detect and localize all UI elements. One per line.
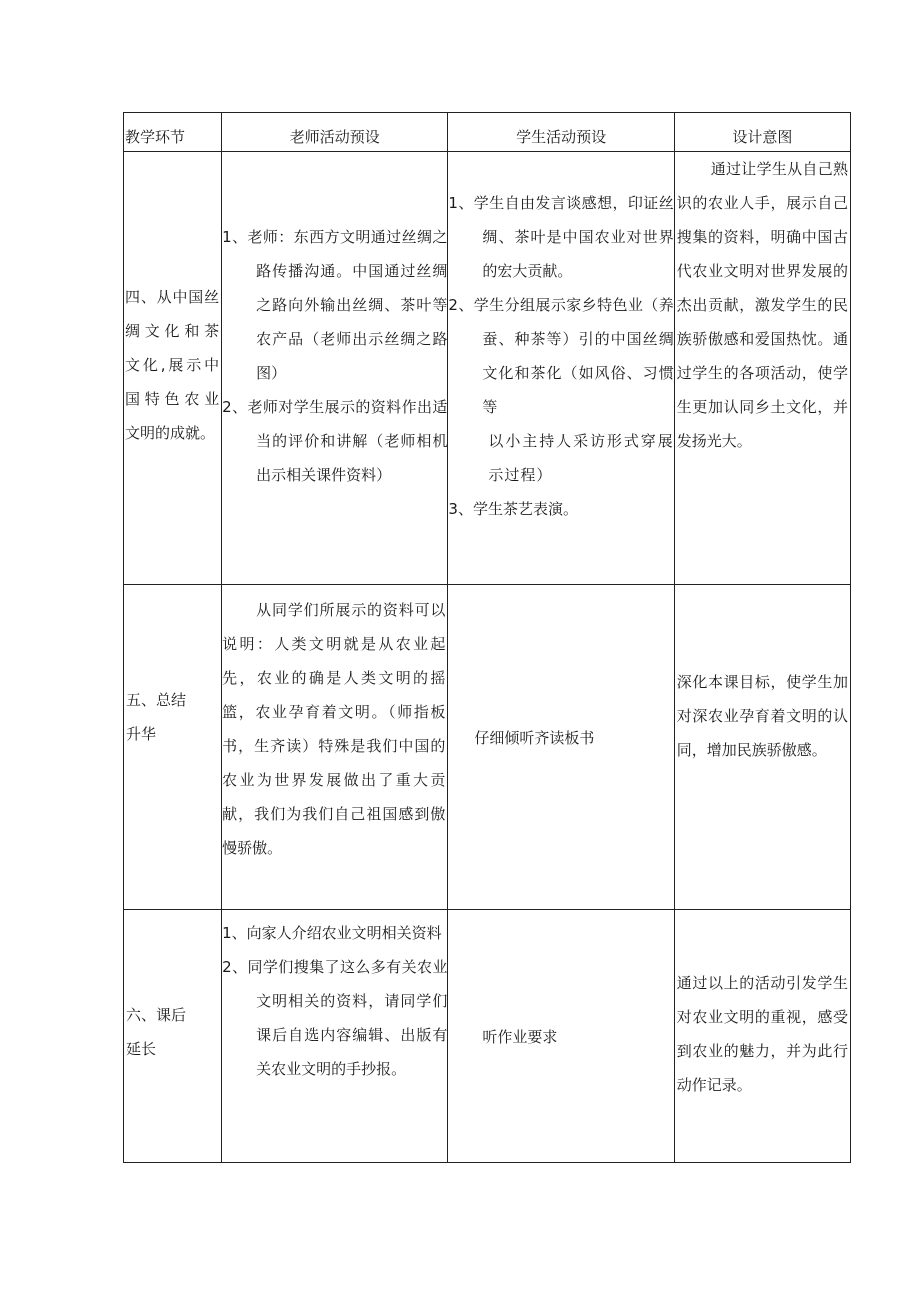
header-student-activity: 学生活动预设: [448, 113, 674, 152]
stage-line: 五、总结: [126, 691, 187, 709]
student-item: 2、学生分组展示家乡特色业（养蚕、种茶等）引的中国丝绸文化和茶化（如风俗、习惯等: [448, 296, 674, 416]
student-item: 1、学生自由发言谈感想，印证丝绸、茶叶是中国农业对世界的宏大贡献。: [448, 194, 674, 280]
design-intent-cell: [674, 152, 850, 585]
stage-cell: [124, 585, 222, 910]
table-row: [124, 910, 851, 1163]
lesson-plan-table: [123, 112, 851, 1163]
stage-cell: [124, 910, 222, 1163]
stage-line: 六、课后: [126, 1006, 187, 1024]
design-intent-cell: [674, 910, 850, 1163]
teacher-activity-cell: [222, 152, 448, 585]
header-teaching-stage: 教学环节: [124, 113, 222, 152]
student-activity-cell: [448, 910, 674, 1163]
stage-line: 绸文化和茶: [125, 322, 220, 340]
stage-line: 国特色农业: [125, 390, 220, 408]
intent-text: 通过让学生从自己熟识的农业人手，展示自己搜集的资料，明确中国古代农业文明对世界发展的杰出贡献，激发学生的民族骄傲感和爱国热忱。通过学生的各项活动，使学生更加认同乡土文化，并发扬光大。: [676, 160, 848, 450]
stage-cell: [124, 152, 222, 585]
header-teacher-activity: 老师活动预设: [222, 113, 448, 152]
stage-line: 四、从中国丝: [125, 288, 220, 306]
student-item: 3、学生茶艺表演。: [448, 500, 578, 518]
table-row: [124, 152, 851, 585]
student-text: 仔细倾听齐读板书: [474, 729, 595, 747]
intent-text: 深化本课目标，使学生加对深农业孕育着文明的认同，增加民族骄傲感。: [676, 673, 848, 759]
student-activity-cell: [448, 585, 674, 910]
stage-line: 文明的成就。: [125, 424, 216, 442]
teacher-item: 1、向家人介绍农业文明相关资料: [222, 924, 442, 942]
header-design-intent: 设计意图: [674, 113, 850, 152]
intent-text: 通过以上的活动引发学生对农业文明的重视，感受到农业的魅力，并为此行动作记录。: [676, 974, 848, 1094]
student-activity-cell: [448, 152, 674, 585]
stage-line: 升华: [126, 725, 157, 743]
design-intent-cell: [674, 585, 850, 910]
stage-line: 延长: [126, 1040, 157, 1058]
table-row: [124, 585, 851, 910]
teacher-item: 2、老师对学生展示的资料作出适当的评价和讲解（老师相机出示相关课件资料）: [222, 398, 448, 484]
teacher-activity-cell: [222, 910, 448, 1163]
teacher-text: 从同学们所展示的资料可以说明：人类文明就是从农业起先，农业的确是人类文明的摇篮，农业孕育着文明。（师指板书，生齐读）特殊是我们中国的农业为世界发展做出了重大贡献，我们为我们自己祖国感到傲慢骄傲。: [222, 601, 446, 857]
teacher-activity-cell: [222, 585, 448, 910]
student-text: 听作业要求: [482, 1028, 558, 1046]
table-header-row: [124, 113, 851, 152]
stage-line: 文化,展示中: [125, 356, 220, 374]
student-item-continued: 以小主持人采访形式穿展示过程）: [488, 432, 674, 484]
teacher-item: 2、同学们搜集了这么多有关农业文明相关的资料，请同学们课后自选内容编辑、出版有关农业文明的手抄报。: [222, 958, 448, 1078]
teacher-item: 1、老师：东西方文明通过丝绸之路传播沟通。中国通过丝绸之路向外输出丝绸、茶叶等农产品（老师出示丝绸之路图）: [222, 228, 448, 382]
